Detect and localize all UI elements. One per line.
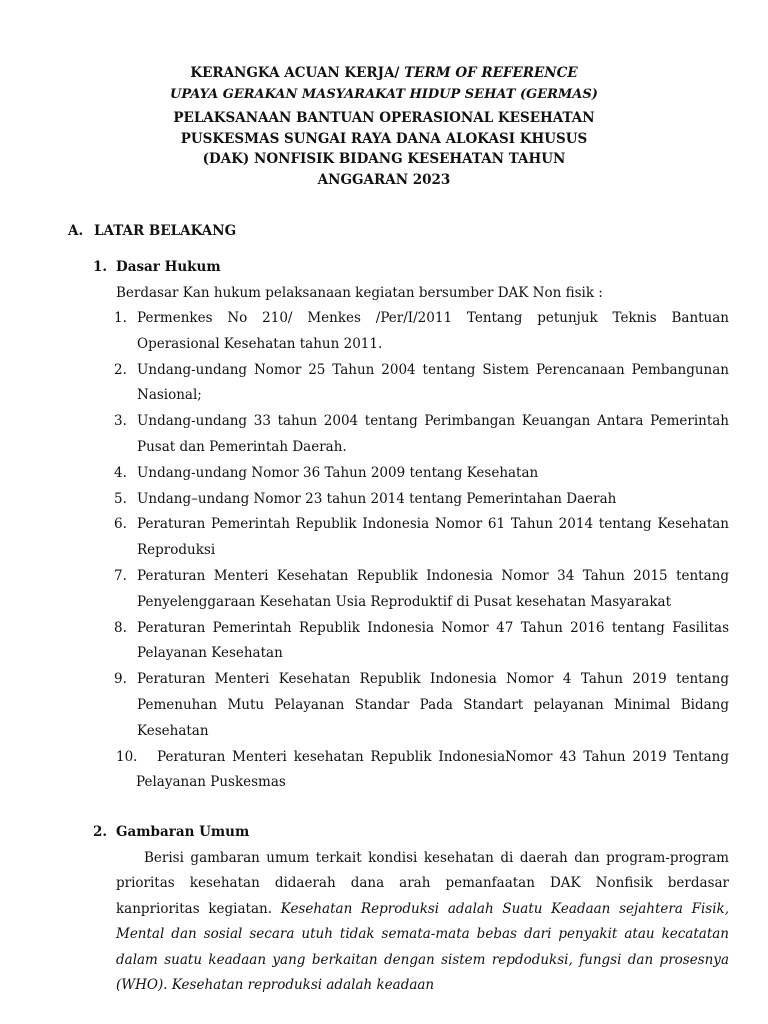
section-a-heading (68, 223, 236, 239)
gambaran-umum-heading (93, 824, 249, 840)
section-a-title: LATAR BELAKANG (94, 223, 237, 239)
list-item-number: 9. (114, 671, 127, 688)
dasar-hukum-heading (93, 259, 221, 275)
section-a-number: A. (68, 223, 84, 239)
list-item-number: 8. (114, 619, 127, 636)
legal-basis-list (0, 306, 768, 796)
list-item-text: Peraturan Pemerintah Republik Indonesia Nomor 61 Tahun 2014 tentang Kesehatan Reproduksi (137, 516, 729, 559)
list-item (0, 461, 729, 487)
list-item (0, 564, 729, 616)
list-item (0, 306, 729, 358)
list-item (0, 745, 729, 797)
gambaran-umum-title: Gambaran Umum (116, 824, 250, 840)
list-item (0, 616, 729, 668)
list-item-text: Undang–undang Nomor 23 tahun 2014 tentang Pemerintahan Daerah (137, 490, 617, 507)
dasar-hukum-number: 1. (93, 259, 108, 275)
list-item-number: 4. (114, 464, 127, 481)
list-item-text: Peraturan Menteri kesehatan Republik IndonesiaNomor 43 Tahun 2019 Tentang Pelayanan Puskesmas (136, 748, 729, 791)
header-line-6: ANGGARAN 2023 (317, 171, 451, 188)
header-line-5: (DAK) NONFISIK BIDANG KESEHATAN TAHUN (202, 151, 566, 167)
header-line-1 (0, 63, 768, 84)
list-item-number: 7. (114, 567, 127, 584)
list-item (0, 409, 729, 461)
list-item-text: Peraturan Menteri Kesehatan Republik Indonesia Nomor 34 Tahun 2015 tentang Penyelenggaraan Kesehatan Usia Reproduktif di Pusat kesehatan Masyarakat (137, 567, 729, 610)
list-item-number: 10. (116, 748, 138, 765)
header-subtitle-block (0, 108, 768, 190)
header-title-italic: TERM OF REFERENCE (399, 65, 578, 81)
list-item-number: 2. (114, 361, 127, 378)
document-header (0, 63, 768, 190)
header-title-normal: KERANGKA ACUAN KERJA/ (190, 65, 400, 81)
dasar-hukum-title: Dasar Hukum (116, 259, 221, 275)
list-item-text: Undang-undang Nomor 25 Tahun 2004 tentang Sistem Perencanaan Pembangunan Nasional; (137, 361, 729, 404)
list-item-number: 5. (114, 490, 127, 507)
paragraph-text: Berisi gambaran umum terkait kondisi kesehatan di daerah dan program-program prioritas kesehatan didaerah dana arah pemanfaatan DAK Nonfisik berdasar kanprioritas kegiatan. (116, 850, 729, 917)
header-line-3: PELAKSANAAN BANTUAN OPERASIONAL KESEHATAN (173, 110, 595, 126)
list-item (0, 667, 729, 744)
header-line-2: UPAYA GERAKAN MASYARAKAT HIDUP SEHAT (GERMAS) (170, 87, 598, 102)
gambaran-umum-paragraph (116, 846, 729, 998)
list-item (0, 487, 729, 513)
paragraph-italic-text: Kesehatan Reproduksi adalah Suatu Keadaan sejahtera Fisik, Mental dan sosial secara utuh tidak semata-mata bebas dari penyakit atau kecatatan dalam suatu keadaan yang berkaitan dengan sistem repdoduksi, fungsi dan prosesnya (WHO). Kesehatan reproduksi adalah keadaan (116, 900, 729, 994)
list-item (0, 512, 729, 564)
list-item-text: Undang-undang 33 tahun 2004 tentang Perimbangan Keuangan Antara Pemerintah Pusat dan Pemerintah Daerah. (137, 413, 729, 455)
gambaran-umum-number: 2. (93, 824, 108, 840)
list-item-text: Undang-undang Nomor 36 Tahun 2009 tentang Kesehatan (137, 464, 539, 481)
list-item-text: Peraturan Pemerintah Republik Indonesia Nomor 47 Tahun 2016 tentang Fasilitas Pelayanan Kesehatan (137, 619, 729, 662)
list-item-number: 1. (114, 310, 127, 326)
dasar-hukum-intro: Berdasar Kan hukum pelaksanaan kegiatan bersumber DAK Non fisik : (116, 285, 603, 301)
list-item-text: Peraturan Menteri Kesehatan Republik Indonesia Nomor 4 Tahun 2019 tentang Pemenuhan Mutu Pelayanan Standar Pada Standart pelayanan Minimal Bidang Kesehatan (137, 671, 729, 739)
header-line-4: PUSKESMAS SUNGAI RAYA DANA ALOKASI KHUSUS (180, 130, 588, 147)
list-item-number: 6. (114, 516, 127, 533)
list-item (0, 358, 729, 410)
list-item-number: 3. (114, 413, 127, 430)
list-item-text: Permenkes No 210/ Menkes /Per/I/2011 Tentang petunjuk Teknis Bantuan Operasional Kesehatan tahun 2011. (137, 310, 729, 352)
